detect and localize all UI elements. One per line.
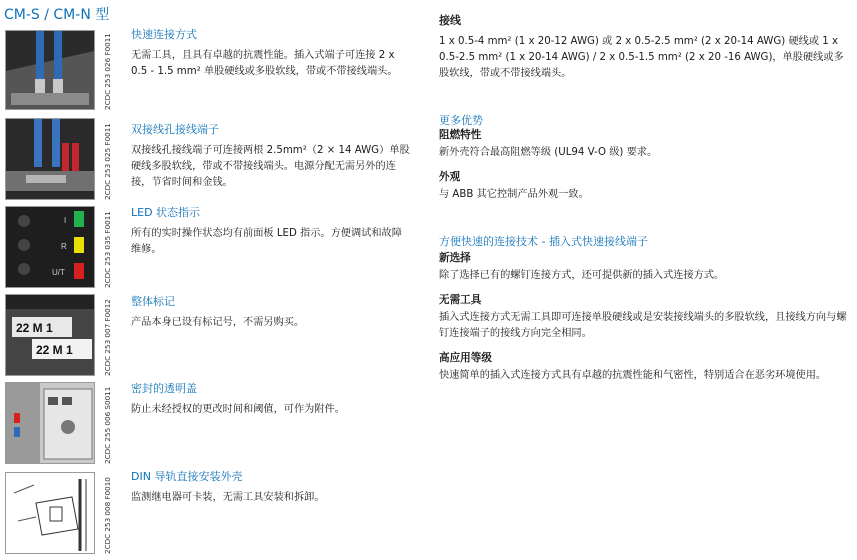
image-code: 2CDC 253 035 F0011 [103, 211, 112, 288]
sub-heading: 新选择 [439, 252, 471, 264]
photo-din-rail [5, 472, 95, 554]
advantages-section [439, 114, 851, 203]
feature-sealed-cover [131, 382, 411, 418]
sub-heading: 外观 [439, 171, 461, 183]
image-code: 2CDC 253 026 F0011 [103, 33, 112, 110]
sub-text: 除了选择已有的螺钉连接方式，还可提供新的插入式连接方式。 [439, 270, 725, 281]
led-red-icon [74, 263, 84, 279]
sub-text: 快速简单的插入式连接方式具有卓越的抗震性能和气密性，特别适合在恶劣环境使用。 [439, 370, 827, 381]
section-heading: 接线 [439, 14, 461, 27]
feature-double-terminal [131, 123, 411, 191]
wiring-text: 1 x 0.5-4 mm² (1 x 20-12 AWG) 或 2 x 0.5-2.5 mm² (2 x 20-14 AWG) 硬线或 1 x 0.5-2.5 mm² (1 x 20-14 AWG) / 2 x 0.5-1.5 mm² (2 x 20 -16 AWG)，单股硬线或多股软线，带或不带接线端头。 [439, 36, 844, 79]
image-code: 2CDC 255 006 S0011 [103, 386, 112, 464]
feature-text: 防止未经授权的更改时间和阈值，可作为附件。 [131, 404, 345, 415]
led-green-icon [74, 211, 84, 227]
sub-text: 新外壳符合最高阻燃等级 (UL94 V-O 级) 要求。 [439, 147, 658, 158]
sub-heading: 高应用等级 [439, 352, 492, 364]
section-heading: 更多优势 [439, 114, 483, 127]
feature-marker [131, 295, 411, 331]
sub-text: 插入式连接方式无需工具即可连接单股硬线或是安装接线端头的多股软线，且接线方向与螺钉连接端子的接线方向完全相同。 [439, 312, 847, 339]
sub-heading: 无需工具 [439, 294, 482, 306]
wiring-section [439, 14, 851, 82]
feature-title: 整体标记 [131, 295, 175, 308]
page-title: CM-S / CM-N 型 [4, 7, 110, 23]
feature-title: LED 状态指示 [131, 206, 201, 219]
photo-sealed-cover [5, 382, 95, 464]
connection-tech-section [439, 235, 851, 384]
feature-text: 双接线孔接线端子可连接两根 2.5mm²（2 × 14 AWG）单股硬线多股软线，带或不带接线端头。电源分配无需另外的连接，节省时间和金钱。 [131, 145, 410, 188]
feature-quick-connect [131, 28, 411, 80]
photo-quick-connect [5, 30, 95, 110]
feature-text: 所有的实时操作状态均有前面板 LED 指示。方便调试和故障维修。 [131, 228, 402, 255]
marker-label: 22 M 1 [16, 321, 53, 335]
led-label: I [64, 216, 67, 225]
section-heading: 方便快速的连接技术 - 插入式快速接线端子 [439, 235, 648, 248]
feature-title: DIN 导轨直接安装外壳 [131, 470, 243, 483]
marker-label: 22 M 1 [36, 343, 73, 357]
feature-text: 监测继电器可卡装，无需工具安装和拆卸。 [131, 492, 325, 503]
feature-led [131, 206, 411, 258]
feature-title: 密封的透明盖 [131, 382, 197, 395]
sub-heading: 阻燃特性 [439, 129, 482, 141]
led-label: U/T [52, 268, 65, 277]
photo-led [5, 206, 95, 288]
led-label: R [61, 242, 67, 251]
image-code: 2CDC 253 008 F0010 [103, 477, 112, 554]
led-yellow-icon [74, 237, 84, 253]
feature-text: 产品本身已设有标记号，不需另购买。 [131, 317, 305, 328]
feature-text: 无需工具，且具有卓越的抗震性能。插入式端子可连接 2 x 0.5 - 1.5 mm² 单股硬线或多股软线，带或不带接线端头。 [131, 50, 398, 77]
feature-title: 双接线孔接线端子 [131, 123, 219, 136]
feature-title: 快速连接方式 [131, 28, 197, 41]
feature-din-rail [131, 470, 411, 506]
image-code: 2CDC 253 025 F0011 [103, 123, 112, 200]
image-code: 2CDC 253 007 F0012 [103, 299, 112, 376]
photo-marker [5, 294, 95, 376]
photo-double-terminal [5, 118, 95, 200]
sub-text: 与 ABB 其它控制产品外观一致。 [439, 189, 589, 200]
